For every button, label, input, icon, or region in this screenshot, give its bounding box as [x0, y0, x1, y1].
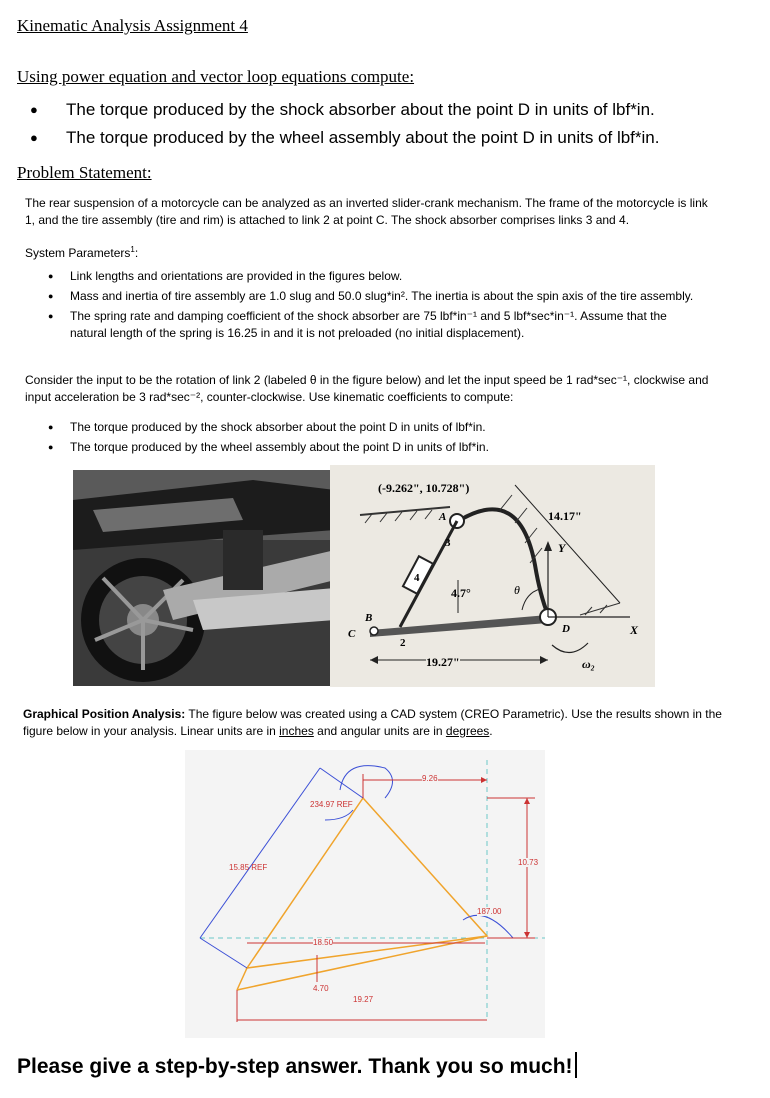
cad-figure	[185, 750, 545, 1038]
task-item: ● The torque produced by the shock absorber about the point D in units of lbf*in.	[28, 97, 659, 125]
compute-item: ● The torque produced by the wheel assembly about the point D in units of lbf*in.	[45, 439, 705, 456]
link-4-label: 4	[414, 572, 420, 584]
dim-1585: 15.85 REF	[229, 863, 268, 872]
link-3-label: 3	[445, 537, 451, 549]
dim-1073: 10.73	[518, 858, 539, 867]
length-19-label: 19.27"	[426, 655, 460, 669]
problem-intro: The rear suspension of a motorcycle can be analyzed as an inverted slider-crank mechanism. The frame of the motorcycle is link 1, and the tire assembly (tire and rim) is attached to link 2 at point C. The shock absorber comprises links 3 and 4.	[25, 196, 708, 227]
compute-item: ● The torque produced by the shock absorber about the point D in units of lbf*in.	[45, 419, 705, 436]
axis-x-label: X	[630, 623, 639, 637]
axis-y-label: Y	[558, 541, 566, 555]
theta-label: θ	[514, 583, 520, 597]
compute-list	[45, 419, 705, 459]
point-a-label: A	[439, 511, 447, 523]
param-item: ● Mass and inertia of tire assembly are 1.0 slug and 50.0 slug*in². The inertia is about the spin axis of the tire assembly.	[45, 288, 705, 305]
params-label: System Parameters$^1$:	[25, 245, 139, 260]
link-2-label: 2	[400, 637, 406, 649]
graphical-text: Graphical Position Analysis: The figure below was created using a CAD system (CREO Parametric). Use the results shown in the figure below in your analysis. Linear units are in inches and angular units are in degrees.	[23, 707, 722, 738]
angle-label: 4.7°	[451, 586, 471, 600]
point-c-label: C	[348, 628, 356, 640]
assignment-title: Kinematic Analysis Assignment 4	[17, 16, 248, 35]
dim-926: 9.26	[422, 774, 438, 783]
problem-heading: Problem Statement:	[17, 163, 152, 182]
dim-470: 4.70	[313, 984, 329, 993]
coord-label: (-9.262", 10.728")	[378, 481, 470, 495]
dim-18700: 187.00	[477, 907, 502, 916]
length-14-label: 14.17"	[548, 509, 582, 523]
footer-request: Please give a step-by-step answer. Thank you so much!	[17, 1052, 577, 1079]
dim-23497: 234.97 REF	[310, 800, 353, 809]
point-b-label: B	[365, 612, 373, 624]
param-item: ● Link lengths and orientations are provided in the figures below.	[45, 268, 705, 285]
params-list	[45, 268, 705, 345]
dim-1850: 18.50	[313, 938, 334, 947]
omega-label: ω₂	[582, 657, 595, 671]
assignment-subtitle: Using power equation and vector loop equations compute:	[17, 67, 415, 86]
text-cursor	[575, 1052, 577, 1078]
motorcycle-photo	[73, 470, 335, 686]
consider-text: Consider the input to be the rotation of link 2 (labeled θ in the figure below) and let the input speed be 1 rad*sec⁻¹, clockwise and input acceleration be 3 rad*sec⁻², counter-clockwise. Use kinematic coefficients to compute:	[25, 373, 709, 404]
point-d-label: D	[562, 623, 570, 635]
param-item: ● The spring rate and damping coefficient of the shock absorber are 75 lbf*in⁻¹ and 5 lbf*sec*in⁻¹. Assume that the natural length of the spring is 16.25 in and it is not preloaded (no initial displacement).	[45, 308, 705, 342]
task-item: ● The torque produced by the wheel assembly about the point D in units of lbf*in.	[28, 125, 659, 153]
dim-1927: 19.27	[353, 995, 374, 1004]
task-list	[28, 97, 659, 153]
mechanism-figure	[330, 465, 655, 687]
